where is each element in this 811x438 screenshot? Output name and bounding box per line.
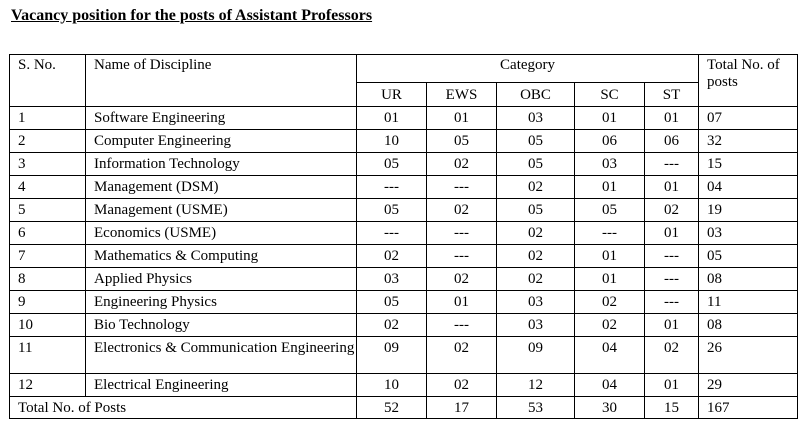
cell-obc: 09: [497, 337, 575, 374]
cell-discipline: Electronics & Communication Engineering: [86, 337, 357, 374]
cell-obc: 05: [497, 130, 575, 153]
cell-sc: 02: [575, 314, 645, 337]
totals-row: [10, 397, 798, 419]
cell-ews: 02: [427, 199, 497, 222]
header-obc: OBC: [497, 83, 575, 107]
cell-discipline: Mathematics & Computing: [86, 245, 357, 268]
cell-sno: 12: [10, 374, 86, 397]
cell-sc: 06: [575, 130, 645, 153]
cell-st: ---: [645, 268, 699, 291]
cell-sno: 4: [10, 176, 86, 199]
cell-st: 02: [645, 199, 699, 222]
cell-total: 08: [699, 268, 798, 291]
table-row: [10, 268, 798, 291]
header-ur: UR: [357, 83, 427, 107]
header-st: ST: [645, 83, 699, 107]
cell-sno: 7: [10, 245, 86, 268]
cell-sno: 10: [10, 314, 86, 337]
cell-ur: 02: [357, 245, 427, 268]
cell-sno: 3: [10, 153, 86, 176]
cell-st: 01: [645, 107, 699, 130]
cell-discipline: Management (USME): [86, 199, 357, 222]
cell-st: 01: [645, 314, 699, 337]
cell-ews: 02: [427, 153, 497, 176]
cell-st: 06: [645, 130, 699, 153]
cell-ur: ---: [357, 176, 427, 199]
cell-st: ---: [645, 153, 699, 176]
cell-discipline: Bio Technology: [86, 314, 357, 337]
total-obc: 53: [497, 397, 575, 419]
cell-ur: ---: [357, 222, 427, 245]
cell-obc: 03: [497, 107, 575, 130]
cell-st: ---: [645, 245, 699, 268]
cell-obc: 02: [497, 245, 575, 268]
total-ur: 52: [357, 397, 427, 419]
cell-sc: 01: [575, 245, 645, 268]
cell-obc: 12: [497, 374, 575, 397]
cell-sc: 01: [575, 176, 645, 199]
cell-ews: 02: [427, 337, 497, 374]
cell-sc: 05: [575, 199, 645, 222]
cell-total: 29: [699, 374, 798, 397]
table-row: [10, 222, 798, 245]
cell-discipline: Applied Physics: [86, 268, 357, 291]
cell-ur: 05: [357, 291, 427, 314]
cell-discipline: Management (DSM): [86, 176, 357, 199]
cell-ur: 03: [357, 268, 427, 291]
cell-ews: ---: [427, 245, 497, 268]
header-total: Total No. of posts: [699, 55, 798, 107]
cell-st: 01: [645, 374, 699, 397]
cell-total: 15: [699, 153, 798, 176]
total-st: 15: [645, 397, 699, 419]
cell-obc: 02: [497, 222, 575, 245]
cell-sc: 03: [575, 153, 645, 176]
cell-obc: 02: [497, 268, 575, 291]
cell-total: 08: [699, 314, 798, 337]
cell-total: 19: [699, 199, 798, 222]
cell-ur: 09: [357, 337, 427, 374]
cell-ews: 01: [427, 107, 497, 130]
cell-sc: 01: [575, 107, 645, 130]
cell-ews: 02: [427, 374, 497, 397]
cell-total: 05: [699, 245, 798, 268]
cell-discipline: Computer Engineering: [86, 130, 357, 153]
cell-sno: 11: [10, 337, 86, 374]
table-row: [10, 176, 798, 199]
table-row: [10, 291, 798, 314]
cell-obc: 05: [497, 153, 575, 176]
header-discipline: Name of Discipline: [86, 55, 357, 107]
cell-obc: 03: [497, 291, 575, 314]
cell-ur: 05: [357, 153, 427, 176]
cell-st: 01: [645, 222, 699, 245]
cell-ur: 10: [357, 130, 427, 153]
cell-obc: 03: [497, 314, 575, 337]
cell-discipline: Software Engineering: [86, 107, 357, 130]
cell-sc: 04: [575, 337, 645, 374]
cell-ur: 05: [357, 199, 427, 222]
cell-obc: 02: [497, 176, 575, 199]
table-row: [10, 374, 798, 397]
total-all: 167: [699, 397, 798, 419]
table-row: [10, 245, 798, 268]
header-ews: EWS: [427, 83, 497, 107]
cell-sno: 6: [10, 222, 86, 245]
cell-ews: ---: [427, 222, 497, 245]
table-row: [10, 130, 798, 153]
cell-sno: 9: [10, 291, 86, 314]
cell-total: 03: [699, 222, 798, 245]
header-sc: SC: [575, 83, 645, 107]
vacancy-table: [9, 54, 798, 419]
cell-ur: 01: [357, 107, 427, 130]
cell-sno: 1: [10, 107, 86, 130]
cell-total: 26: [699, 337, 798, 374]
totals-label: Total No. of Posts: [10, 397, 357, 419]
cell-total: 04: [699, 176, 798, 199]
cell-total: 32: [699, 130, 798, 153]
cell-total: 07: [699, 107, 798, 130]
cell-sno: 5: [10, 199, 86, 222]
cell-obc: 05: [497, 199, 575, 222]
cell-ews: 01: [427, 291, 497, 314]
page-title: Vacancy position for the posts of Assistant Professors: [11, 7, 373, 24]
header-sno: S. No.: [10, 55, 86, 107]
cell-ews: 02: [427, 268, 497, 291]
cell-sc: 02: [575, 291, 645, 314]
cell-st: ---: [645, 291, 699, 314]
cell-sno: 8: [10, 268, 86, 291]
cell-sc: 01: [575, 268, 645, 291]
total-ews: 17: [427, 397, 497, 419]
table-row: [10, 314, 798, 337]
cell-ews: ---: [427, 314, 497, 337]
cell-sc: 04: [575, 374, 645, 397]
table-row: [10, 199, 798, 222]
table-row: [10, 337, 798, 374]
cell-sno: 2: [10, 130, 86, 153]
header-category: Category: [357, 55, 699, 83]
header-row: [10, 55, 798, 83]
cell-st: 02: [645, 337, 699, 374]
cell-total: 11: [699, 291, 798, 314]
table-row: [10, 153, 798, 176]
cell-ur: 10: [357, 374, 427, 397]
cell-st: 01: [645, 176, 699, 199]
cell-discipline: Engineering Physics: [86, 291, 357, 314]
cell-ur: 02: [357, 314, 427, 337]
total-sc: 30: [575, 397, 645, 419]
cell-discipline: Electrical Engineering: [86, 374, 357, 397]
cell-discipline: Information Technology: [86, 153, 357, 176]
cell-discipline: Economics (USME): [86, 222, 357, 245]
cell-ews: ---: [427, 176, 497, 199]
cell-sc: ---: [575, 222, 645, 245]
table-row: [10, 107, 798, 130]
cell-ews: 05: [427, 130, 497, 153]
